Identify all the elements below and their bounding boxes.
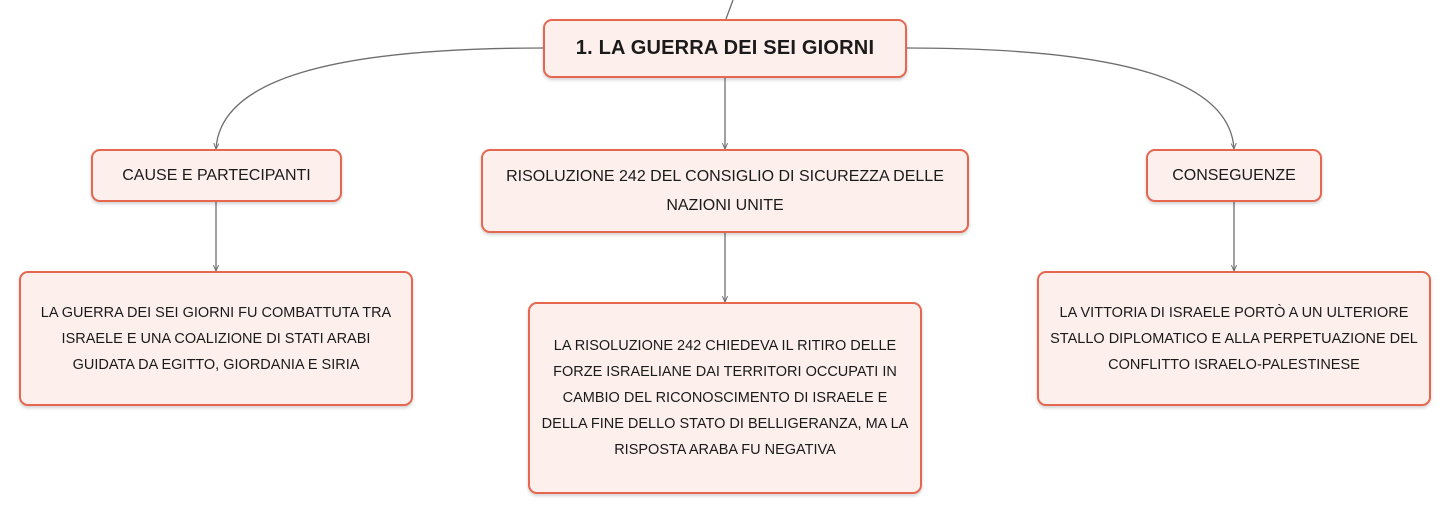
consequences-topic-node[interactable] — [1146, 149, 1322, 202]
connector-root-causes — [216, 48, 543, 149]
consequences-topic-label: CONSEGUENZE — [1172, 167, 1296, 184]
resolution-detail-text: LA RISOLUZIONE 242 CHIEDEVA IL RITIRO DELLE FORZE ISRAELIANE DAI TERRITORI OCCUPATI IN CAMBIO DEL RICONOSCIMENTO DI ISRAELE E DELLA FINE DELLO STATO DI BELLIGERANZA, MA LA RISPOSTA ARABA FU NEGATIVA — [541, 338, 909, 458]
connector-parent-root — [726, 0, 733, 19]
root-topic-node[interactable] — [543, 19, 907, 78]
resolution-topic-node[interactable] — [481, 149, 969, 233]
consequences-detail-text: LA VITTORIA DI ISRAELE PORTÒ A UN ULTERIORE STALLO DIPLOMATICO E ALLA PERPETUAZIONE DEL CONFLITTO ISRAELO-PALESTINESE — [1050, 304, 1418, 373]
connector-root-consequences — [907, 48, 1234, 149]
root-topic-title: 1. LA GUERRA DEI SEI GIORNI — [575, 37, 875, 59]
causes-detail-node[interactable] — [19, 271, 413, 406]
resolution-detail-node[interactable] — [528, 302, 922, 494]
resolution-topic-label: RISOLUZIONE 242 DEL CONSIGLIO DI SICUREZZA DELLE NAZIONI UNITE — [506, 168, 944, 214]
consequences-detail-node[interactable] — [1037, 271, 1431, 406]
causes-topic-node[interactable] — [91, 149, 342, 202]
causes-detail-text: LA GUERRA DEI SEI GIORNI FU COMBATTUTA TRA ISRAELE E UNA COALIZIONE DI STATI ARABI GUIDATA DA EGITTO, GIORDANIA E SIRIA — [40, 304, 392, 373]
causes-topic-label: CAUSE E PARTECIPANTI — [122, 167, 311, 184]
